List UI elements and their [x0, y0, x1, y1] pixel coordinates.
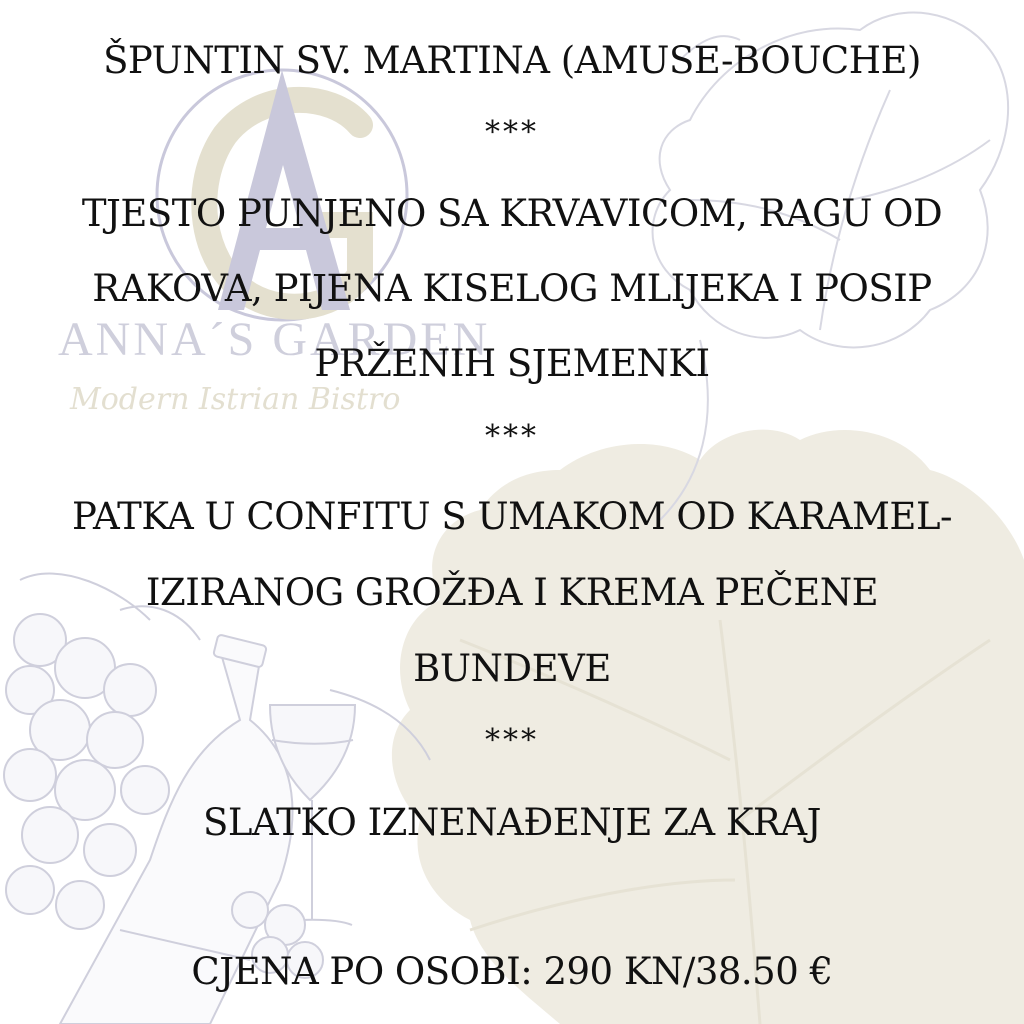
price-per-person: CJENA PO OSOBI: 290 KN/38.50 € — [191, 950, 833, 993]
course-separator: *** — [485, 115, 539, 150]
course-2-line-3: PRŽENIH SJEMENKI — [314, 342, 710, 385]
course-2-line-2: RAKOVA, PIJENA KISELOG MLIJEKA I POSIP — [92, 267, 932, 310]
course-3-line-1: PATKA U CONFITU S UMAKOM OD KARAMEL- — [71, 495, 953, 538]
logo-tagline: Modern Istrian Bistro — [70, 382, 401, 417]
course-separator: *** — [485, 419, 539, 454]
course-1-amuse-bouche: ŠPUNTIN SV. MARTINA (AMUSE-BOUCHE) — [103, 39, 921, 82]
course-separator: *** — [485, 723, 539, 758]
course-4-dessert: SLATKO IZNENAĐENJE ZA KRAJ — [203, 801, 821, 844]
course-2-line-1: TJESTO PUNJENO SA KRVAVICOM, RAGU OD — [81, 192, 943, 235]
course-3-line-2: IZIRANOG GROŽĐA I KREMA PEČENE — [145, 571, 879, 614]
logo-brand-name: ANNA´S GARDEN — [58, 313, 491, 366]
course-3-line-3: BUNDEVE — [413, 647, 611, 690]
